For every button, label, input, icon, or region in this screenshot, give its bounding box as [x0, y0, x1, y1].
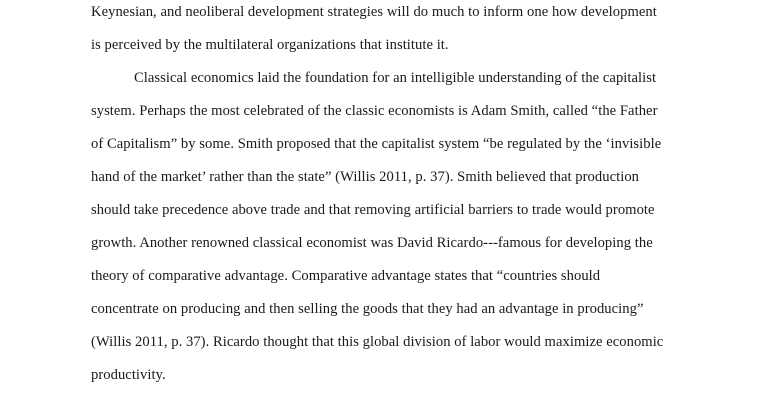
- text-line: Classical economics laid the foundation for an intelligible understanding of the capitalist: [134, 70, 657, 86]
- text-line: is perceived by the multilateral organizations that institute it.: [91, 37, 449, 53]
- text-line: should take precedence above trade and that removing artificial barriers to trade would promote: [91, 202, 655, 218]
- text-line: of Capitalism” by some. Smith proposed that the capitalist system “be regulated by the ‘invisible: [91, 136, 662, 152]
- text-line: hand of the market’ rather than the state” (Willis 2011, p. 37). Smith believed that production: [91, 169, 640, 185]
- text-line: concentrate on producing and then selling the goods that they had an advantage in producing”: [91, 301, 644, 317]
- text-line: growth. Another renowned classical economist was David Ricardo---famous for developing the: [91, 235, 653, 251]
- text-line: Keynesian, and neoliberal development strategies will do much to inform one how development: [91, 4, 657, 20]
- text-line: system. Perhaps the most celebrated of the classic economists is Adam Smith, called “the Father: [91, 103, 658, 119]
- text-line: theory of comparative advantage. Comparative advantage states that “countries should: [91, 268, 601, 284]
- text-line: productivity.: [91, 367, 166, 383]
- text-line: (Willis 2011, p. 37). Ricardo thought that this global division of labor would maximize economic: [91, 334, 664, 350]
